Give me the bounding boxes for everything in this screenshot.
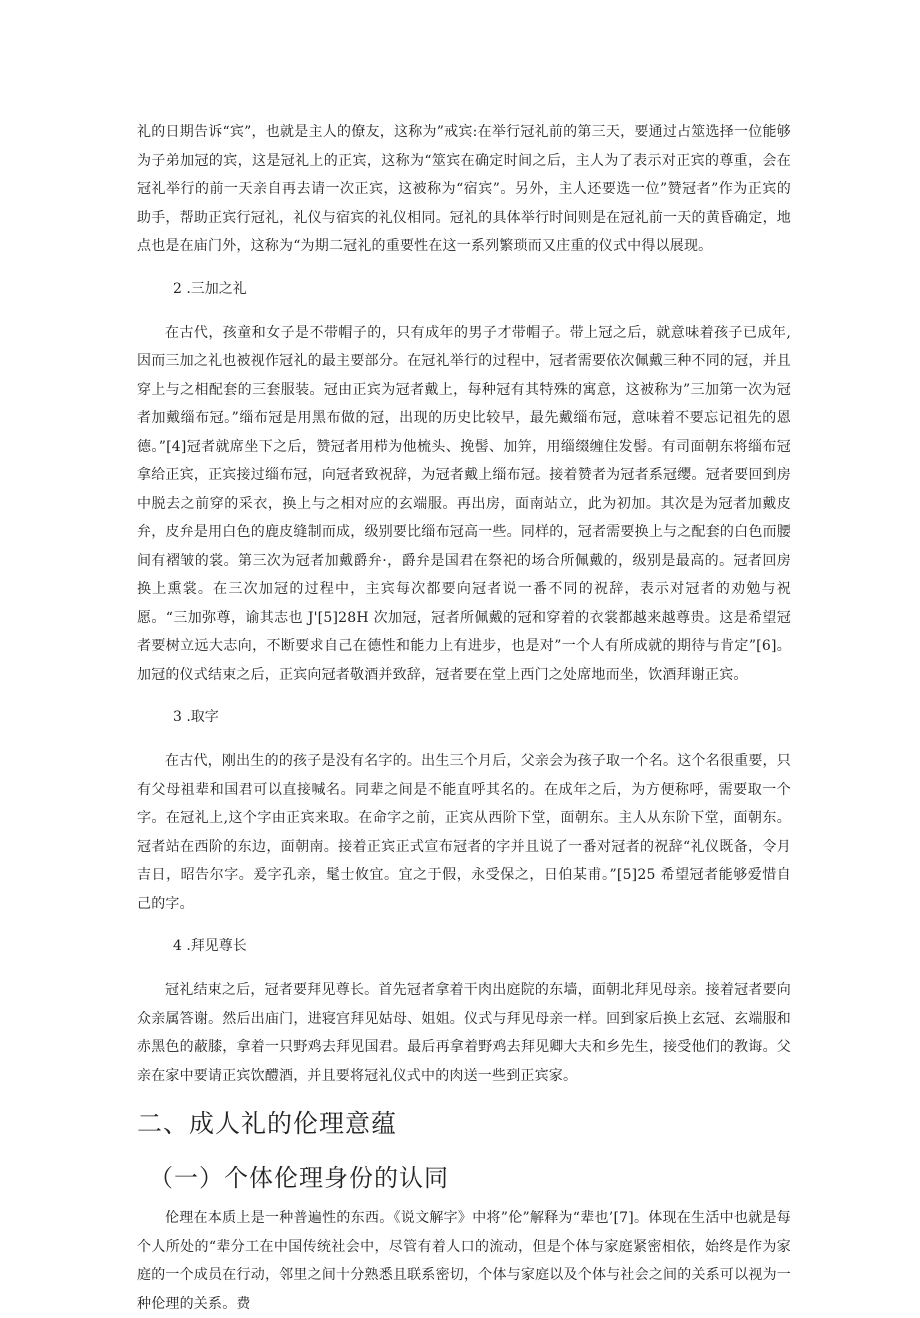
paragraph-guan-li-preparation: 礼的日期告诉“宾”，也就是主人的僚友，这称为”戒宾:在举行冠礼前的第三天，要通过占筮选择一位能够为子弟加冠的宾，这是冠礼上的正宾，这称为“筮宾在确定时间之后，主人为了表示对正宾的尊重，会在冠礼举行的前一天亲自再去请一次正宾，这被称为“宿宾”。另外，主人还要选一位”赞冠者”作为正宾的助手，帮助正宾行冠礼，礼仪与宿宾的礼仪相同。冠礼的具体举行时间则是在冠礼前一天的黄昏确定，地点也是在庙门外，这称为“为期二冠礼的重要性在这一系列繁琐而又庄重的仪式中得以展现。 xyxy=(137,124,791,254)
document-body xyxy=(137,118,791,1318)
subheading-san-jia: 2 .三加之礼 xyxy=(173,280,247,297)
paragraph-qu-zi: 在古代，刚出生的的孩子是没有名字的。出生三个月后，父亲会为孩子取一个名。这个名很重要，只有父母祖辈和国君可以直接喊名。同辈之间是不能直呼其名的。在成年之后，为方便称呼，需要取一个字。在冠礼上,这个字由正宾来取。在命字之前，正宾从西阶下堂，面朝东。主人从东阶下堂，面朝东。冠者站在西阶的东边，面朝南。接着正宾正式宣布冠者的字并且说了一番对冠者的祝辞“礼仪既备，令月吉日，昭告尔字。爰字孔亲，髦士攸宜。宜之于假，永受保之，日伯某甫。”[5]25 希望冠者能够爱惜自己的字。 xyxy=(137,753,791,912)
paragraph-san-jia: 在古代，孩童和女子是不带帽子的，只有成年的男子才带帽子。带上冠之后，就意味着孩子已成年,因而三加之礼也被视作冠礼的最主要部分。在冠礼举行的过程中，冠者需要依次佩戴三种不同的冠，并且穿上与之相配套的三套服装。冠由正宾为冠者戴上，每种冠有其特殊的寓意，这被称为”三加第一次为冠者加戴缁布冠。”缁布冠是用黑布做的冠，出现的历史比较早，最先戴缁布冠，意味着不要忘记祖先的恩德。”[4]冠者就席坐下之后，赞冠者用栉为他梳头、挽髻、加笄，用缁缀缠住发髻。有司面朝东将缁布冠拿给正宾，正宾接过缁布冠，向冠者致祝辞，为冠者戴上缁布冠。接着赞者为冠者系冠缨。冠者要回到房中脱去之前穿的采衣，换上与之相对应的玄端服。再出房，面南站立，此为初加。其次是为冠者加戴皮弁，皮弁是用白色的鹿皮缝制而成，级别要比缁布冠高一些。同样的，冠者需要换上与之配套的白色而腰间有褶皱的裳。第三次为冠者加戴爵弁·，爵弁是国君在祭祀的场合所佩戴的，级别是最高的。冠者回房换上熏裳。在三次加冠的过程中，主宾每次都要向冠者说一番不同的祝辞，表示对冠者的劝勉与祝愿。“三加弥尊，谕其志也 J'[5]28H 次加冠，冠者所佩戴的冠和穿着的衣裳都越来越尊贵。这是希望冠者要树立远大志向，不断要求自己在德性和能力上有进步，也是对”一个人有所成就的期待与肯定”[6]。加冠的仪式结束之后，正宾向冠者敬酒并致辞，冠者要在堂上西门之处席地而坐，饮酒拜谢正宾。 xyxy=(137,324,791,683)
subsection-heading: （一）个体伦理身份的认同 xyxy=(149,1164,449,1192)
subheading-bai-jian: 4 .拜见尊长 xyxy=(173,938,247,954)
paragraph-bai-jian: 冠礼结束之后，冠者要拜见尊长。首先冠者拿着干肉出庭院的东墙，面朝北拜见母亲。接着冠者要向众亲属答谢。然后出庙门，进寝宫拜见姑母、姐姐。仪式与拜见母亲一样。回到家后换上玄冠、玄端服和赤黑色的蔽膝，拿着一只野鸡去拜见国君。最后再拿着野鸡去拜见卿大夫和乡先生，接受他们的教诲。父亲在家中要请正宾饮醴酒，并且要将冠礼仪式中的肉送一些到正宾家。 xyxy=(137,982,791,1084)
paragraph-lun-li: 伦理在本质上是一种普遍性的东西。《说文解字》中将”伦”解释为“辈也’[7]。体现在生活中也就是每个人所处的“辈分工在中国传统社会中，尽管有着人口的流动，但是个体与家庭紧密相依，始终是作为家庭的一个成员在行动，邻里之间十分熟悉且联系密切，个体与家庭以及个体与社会之间的关系可以视为一种伦理的关系。费 xyxy=(137,1210,791,1312)
subheading-qu-zi: 3 .取字 xyxy=(173,709,219,725)
section-heading: 二、成人礼的伦理意蕴 xyxy=(137,1109,398,1138)
